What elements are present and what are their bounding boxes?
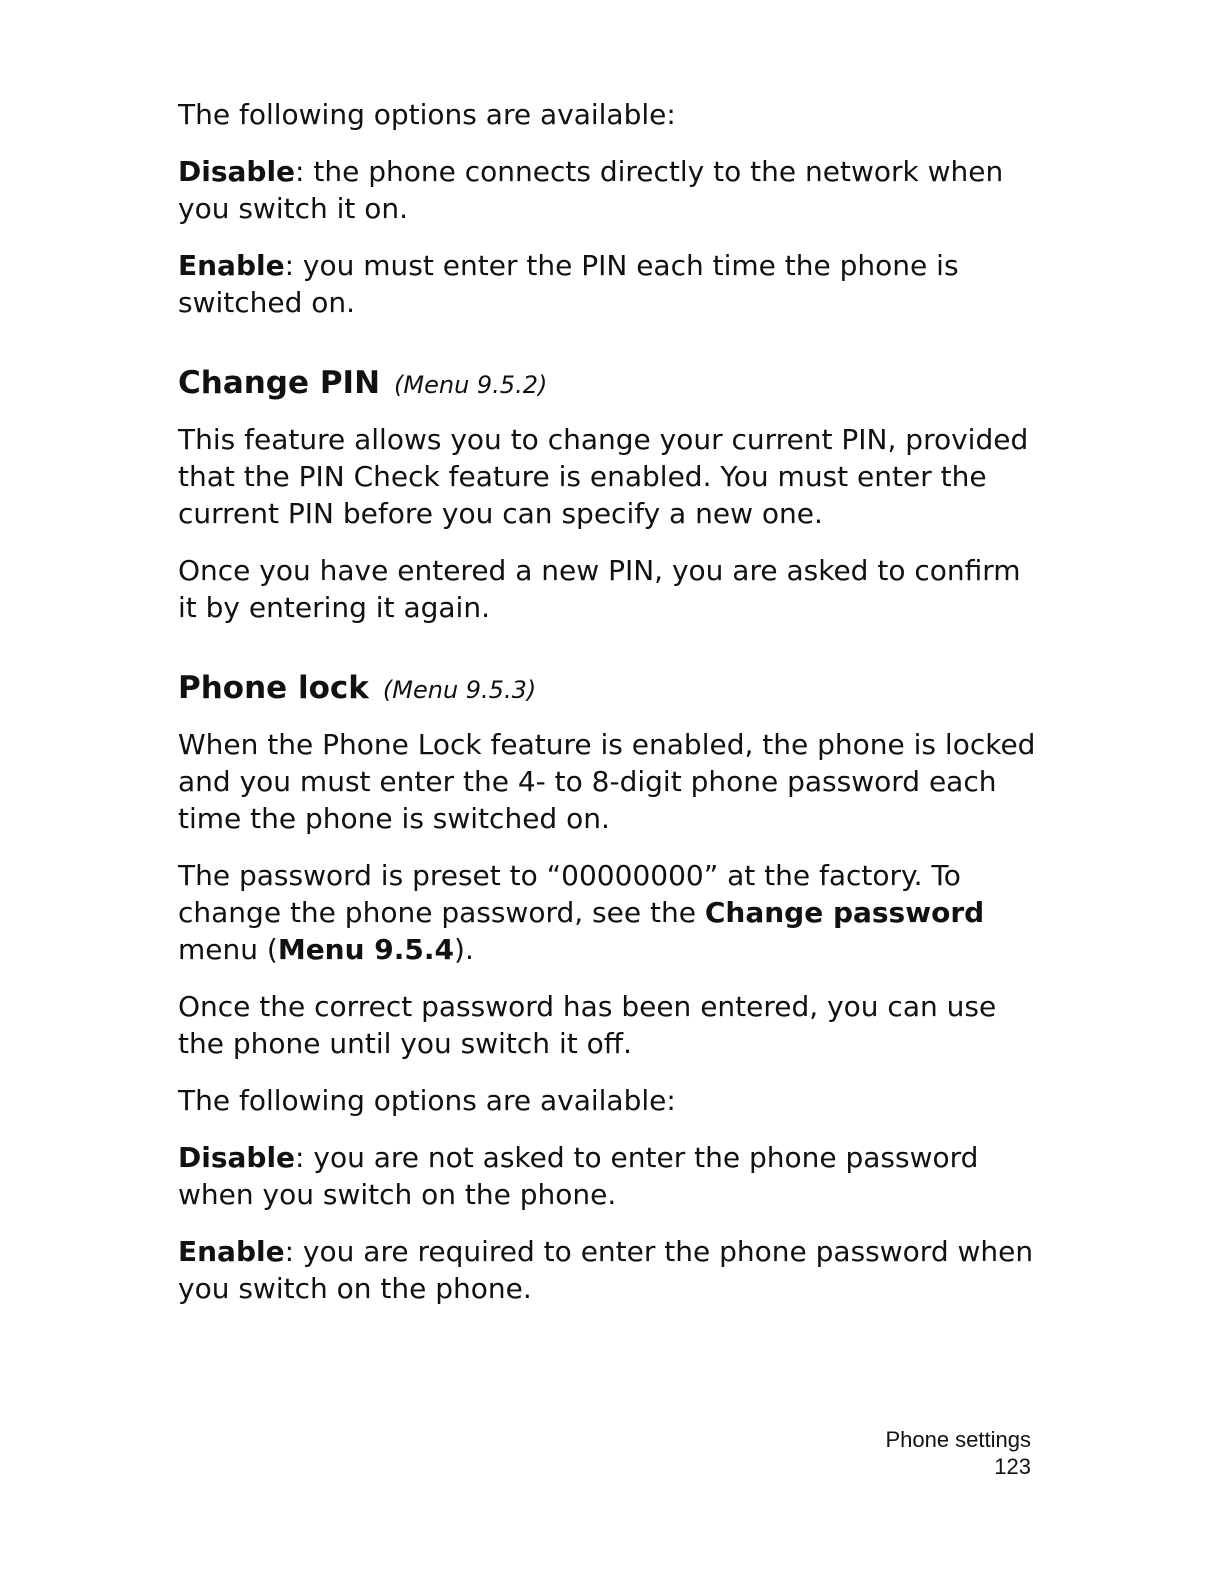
option-term: Disable [178,1141,296,1174]
option-description: you are required to enter the phone password when you switch on the phone. [178,1235,1034,1305]
menu-name-change-password: Change password [704,896,985,929]
section-title: Change PIN [178,365,381,401]
option-term: Enable [178,249,285,282]
lock-options-intro: The following options are available: [178,1084,676,1117]
pin-options-intro: The following options are available: [178,98,676,131]
change-pin-paragraph-2: Once you have entered a new PIN, you are asked to confirm it by entering it again. [178,554,1021,624]
page-footer [885,1426,1031,1480]
page-number: 123 [994,1454,1031,1479]
change-pin-paragraph-1: This feature allows you to change your current PIN, provided that the PIN Check feature is enabled. You must enter the current PIN before you can specify a new one. [178,423,1029,530]
lock-option-disable [178,1139,1038,1213]
option-separator: : [295,155,305,188]
phone-lock-paragraph-3: Once the correct password has been entered, you can use the phone until you switch it off. [178,990,997,1060]
pin-option-disable [178,153,1038,227]
phone-lock-paragraph-2 [178,857,1038,968]
option-description: you are not asked to enter the phone password when you switch on the phone. [178,1141,979,1211]
option-separator: : [284,1235,295,1268]
section-title: Phone lock [178,670,369,706]
phone-lock-paragraph-1: When the Phone Lock feature is enabled, the phone is locked and you must enter the 4- to 8-digit phone password each time the phone is switched on. [178,728,1036,835]
pin-option-enable [178,247,1038,321]
menu-reference: (Menu 9.5.3) [382,676,537,704]
option-separator: : [284,249,295,282]
page-content [178,96,1038,1327]
menu-reference: (Menu 9.5.2) [394,371,548,399]
option-term: Enable [178,1235,285,1268]
section-heading-phone-lock [178,668,1038,710]
footer-section-name: Phone settings [885,1427,1031,1452]
option-separator: : [295,1141,305,1174]
option-description: the phone connects directly to the network when you switch it on. [178,155,1004,225]
text-run: ). [454,933,474,966]
lock-option-enable [178,1233,1038,1307]
section-heading-change-pin [178,363,1038,405]
menu-number: Menu 9.5.4 [277,933,455,966]
text-run: The password is preset to “00000000” at the factory. To change the phone password, see the [178,859,961,929]
text-run: menu ( [178,933,278,966]
option-description: you must enter the PIN each time the phone is switched on. [178,249,959,319]
option-term: Disable [178,155,296,188]
